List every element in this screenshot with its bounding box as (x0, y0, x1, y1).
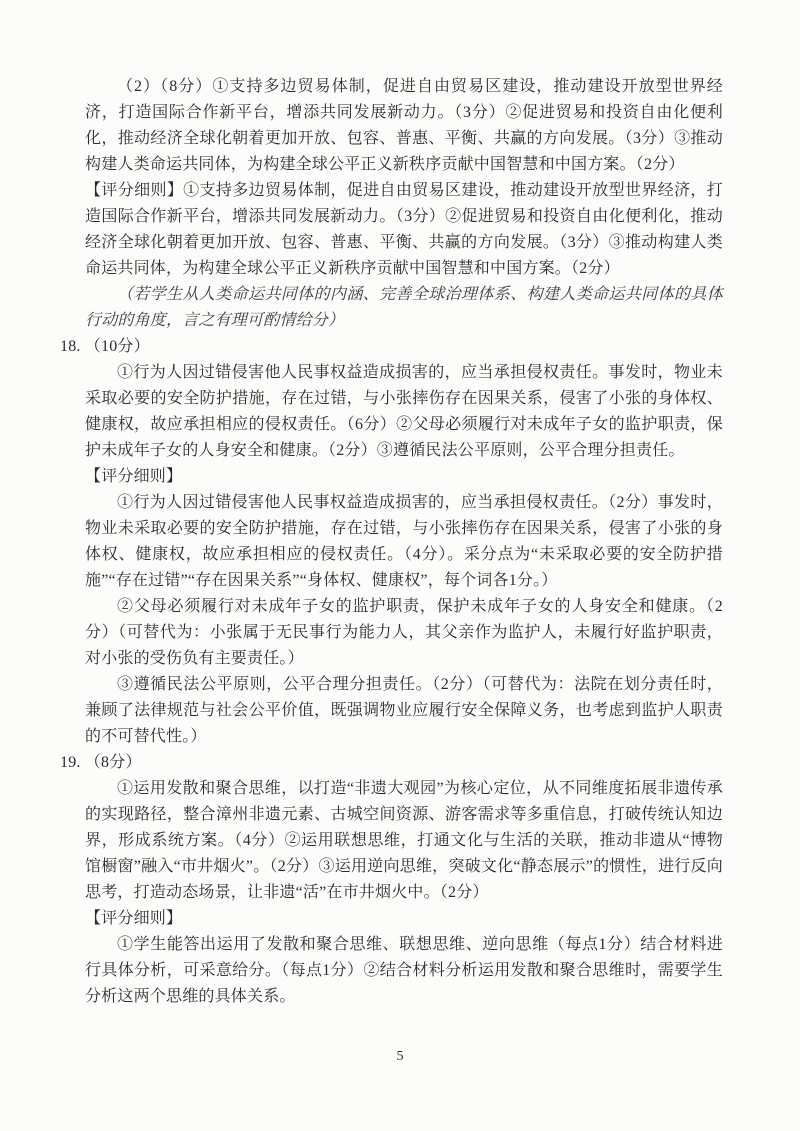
question-19-heading: 19. （8分） (60, 754, 142, 771)
rubric-18-point-3: ③遵循民法公平原则，公平合理分担责任。（2分）（可替代为：法院在划分责任时，兼顾了法律规范与社会公平价值，既强调物业应履行安全保障义务，也考虑到监护人职责的不可替代性。） (85, 676, 723, 745)
rubric-19-paragraph: ①学生能答出运用了发散和聚合思维、联想思维、逆向思维（每点1分）结合材料进行具体分析，可采意给分。（每点1分）②结合材料分析运用发散和聚合思维时，需要学生分析这两个思维的具体关系。 (85, 936, 723, 1005)
page-footer (0, 1047, 800, 1065)
answer-2-paragraph: （2）（8分）①支持多边贸易体制，促进自由贸易区建设，推动建设开放型世界经济，打造国际合作新平台，增添共同发展新动力。（3分）②促进贸易和投资自由化便利化，推动经济全球化朝着更加开放、包容、普惠、平衡、共赢的方向发展。（3分）③推动构建人类命运共同体，为构建全球公平正义新秩序贡献中国智慧和中国方案。（2分） (85, 78, 723, 173)
answer-19-paragraph: ①运用发散和聚合思维，以打造“非遗大观园”为核心定位，从不同维度拓展非遗传承的实现路径，整合漳州非遗元素、古城空间资源、游客需求等多重信息，打破传统认知边界，形成系统方案。（4分）②运用联想思维，打通文化与生活的关联，推动非遗从“博物馆橱窗”融入“市井烟火”。（2分）③运用逆向思维，突破文化“静态展示”的惯性，进行反向思考，打造动态场景，让非遗“活”在市井烟火中。（2分） (85, 780, 723, 901)
rubric-18-point-1: ①行为人因过错侵害他人民事权益造成损害的，应当承担侵权责任。（2分）事发时，物业未采取必要的安全防护措施，存在过错，与小张摔伤存在因果关系，侵害了小张的身体权、健康权，故应承担相应的侵权责任。（4分）。采分点为“未采取必要的安全防护措施”“存在过错”“存在因果关系”“身体权、健康权”，每个词各1分。） (85, 494, 723, 589)
rubric-2-paragraph: 【评分细则】①支持多边贸易体制，促进自由贸易区建设，推动建设开放型世界经济，打造国际合作新平台，增添共同发展新动力。（3分）②促进贸易和投资自由化便利化，推动经济全球化朝着更加开放、包容、普惠、平衡、共赢的方向发展。（3分）③推动构建人类命运共同体，为构建全球公平正义新秩序贡献中国智慧和中国方案。（2分） (85, 182, 723, 277)
rubric-19-heading: 【评分细则】 (85, 910, 183, 927)
page-number: 5 (396, 1049, 404, 1064)
rubric-18-point-2: ②父母必须履行对未成年子女的监护职责，保护未成年子女的人身安全和健康。（2分）（可替代为：小张属于无民事行为能力人，其父亲作为监护人，未履行好监护职责，对小张的受伤负有主要责任。） (85, 598, 723, 667)
document-content (60, 74, 723, 1010)
rubric-2-note: （若学生从人类命运共同体的内涵、完善全球治理体系、构建人类命运共同体的具体行动的角度，言之有理可酌情给分） (85, 286, 723, 329)
answer-18-paragraph: ①行为人因过错侵害他人民事权益造成损害的，应当承担侵权责任。事发时，物业未采取必要的安全防护措施，存在过错，与小张摔伤存在因果关系，侵害了小张的身体权、健康权，故应承担相应的侵权责任。（6分）②父母必须履行对未成年子女的监护职责，保护未成年子女的人身安全和健康。（2分）③遵循民法公平原则，公平合理分担责任。 (85, 364, 723, 459)
rubric-18-heading: 【评分细则】 (85, 468, 183, 485)
question-18-heading: 18. （10分） (60, 338, 150, 355)
